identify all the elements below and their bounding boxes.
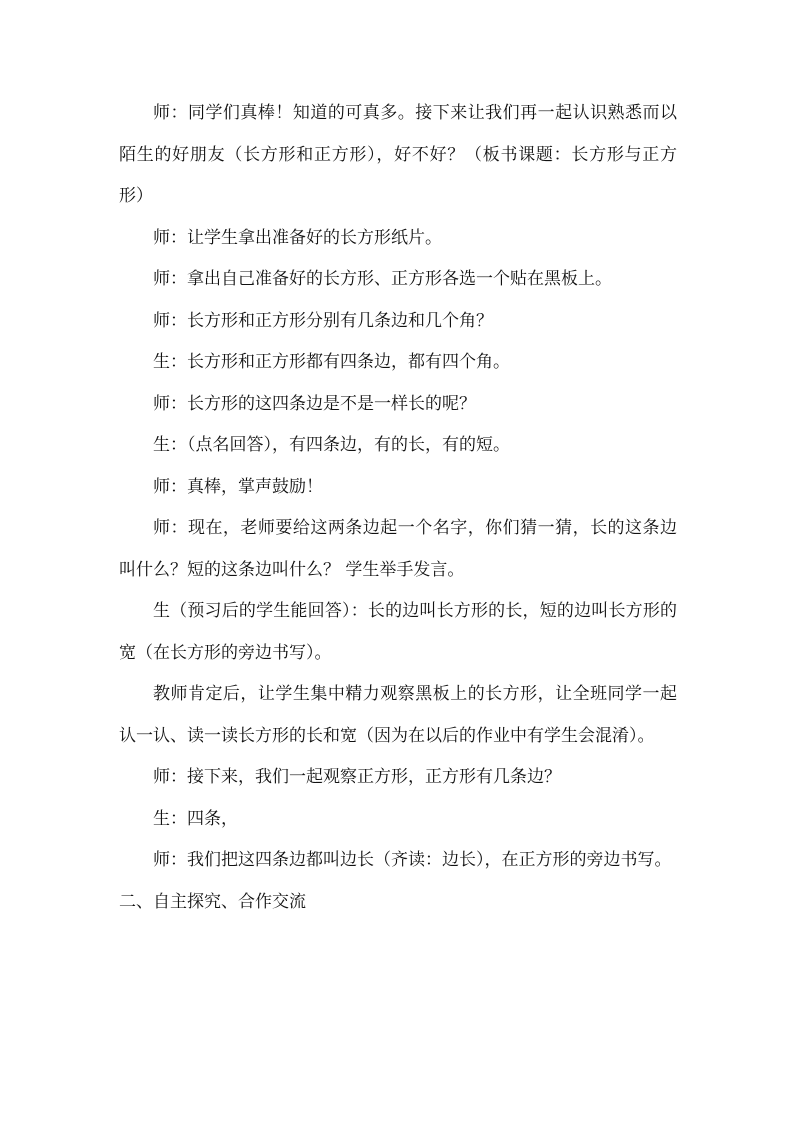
paragraph-11: 教师肯定后，让学生集中精力观察黑板上的长方形，让全班同学一起认一认、读一读长方形的长和宽（因为在以后的作业中有学生会混淆）。 bbox=[119, 684, 677, 746]
paragraph-10: 生（预习后的学生能回答）：长的边叫长方形的长，短的边叫长方形的宽（在长方形的旁边书写）。 bbox=[119, 601, 677, 663]
paragraph-7: 生：（点名回答），有四条边，有的长，有的短。 bbox=[153, 435, 510, 455]
paragraph-4: 师：长方形和正方形分别有几条边和几个角？ bbox=[153, 310, 493, 331]
paragraph-12: 师：接下来，我们一起观察正方形，正方形有几条边？ bbox=[153, 767, 561, 787]
paragraph-9: 师：现在，老师要给这两条边起一个名字，你们猜一猜，长的这条边叫什么？短的这条边叫什么？ 学生举手发言。 bbox=[119, 518, 677, 580]
paragraph-1: 师：同学们真棒！知道的可真多。接下来让我们再一起认识熟悉而以陌生的好朋友（长方形和正方形），好不好？（板书课题：长方形与正方形） bbox=[119, 103, 677, 206]
paragraph-14: 师：我们把这四条边都叫边长（齐读：边长），在正方形的旁边书写。 bbox=[153, 850, 672, 870]
paragraph-5: 生：长方形和正方形都有四条边，都有四个角。 bbox=[153, 352, 510, 372]
paragraph-8: 师：真棒，掌声鼓励！ bbox=[153, 476, 323, 497]
paragraph-3: 师：拿出自己准备好的长方形、正方形各选一个贴在黑板上。 bbox=[153, 269, 612, 289]
paragraph-2: 师：让学生拿出准备好的长方形纸片。 bbox=[153, 227, 442, 248]
paragraph-13: 生：四条， bbox=[153, 808, 238, 829]
section-heading: 二、自主探究、合作交流 bbox=[119, 891, 306, 912]
paragraph-6: 师：长方形的这四条边是不是一样长的呢？ bbox=[153, 393, 476, 414]
